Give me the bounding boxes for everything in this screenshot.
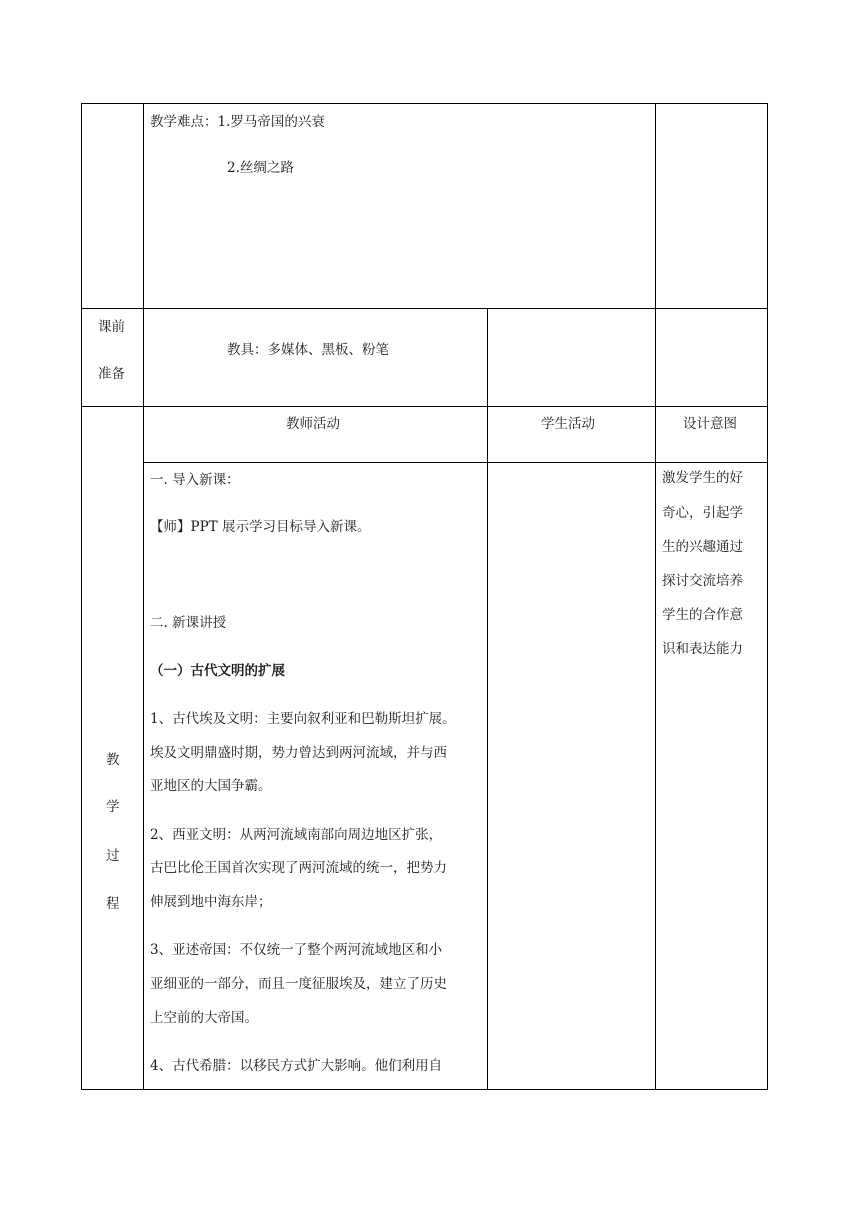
prep-label-line-1: 课前 [98, 319, 125, 335]
teacher-line: 古巴比伦王国首次实现了两河流域的统一，把势力 [150, 860, 447, 876]
process-label-char-1: 教 [106, 752, 120, 768]
teacher-line: 亚地区的大国争霸。 [150, 778, 272, 794]
teacher-line: 3、亚述帝国：不仅统一了整个两河流域地区和小 [150, 942, 443, 958]
teacher-line: 二. 新课讲授 [150, 615, 227, 631]
process-label-char-3: 过 [106, 848, 120, 864]
teacher-line: 【师】PPT 展示学习目标导入新课。 [150, 519, 371, 535]
teacher-line: 1、古代埃及文明：主要向叙利亚和巴勒斯坦扩展。 [150, 711, 456, 727]
difficulty-label: 教学难点： [150, 114, 218, 130]
difficulty-line-1 [150, 116, 325, 130]
difficulty-item-2: 2.丝绸之路 [227, 160, 294, 176]
design-line: 识和表达能力 [662, 641, 743, 657]
design-line: 激发学生的好 [662, 470, 743, 486]
row-divider-prep [81, 308, 768, 309]
design-line: 奇心，引起学 [662, 505, 743, 521]
design-line: 学生的合作意 [662, 607, 743, 623]
column-divider-label [143, 103, 144, 1090]
row-divider-process [81, 406, 768, 407]
difficulty-item-1: 1.罗马帝国的兴衰 [217, 114, 325, 130]
column-divider-design [655, 103, 656, 1090]
header-teacher-activity: 教师活动 [286, 416, 340, 432]
row-divider-headers [143, 462, 768, 463]
header-design-intent: 设计意图 [683, 416, 737, 432]
table-border-right [767, 103, 768, 1090]
table-border-bottom [81, 1089, 768, 1090]
prep-content: 教具：多媒体、黑板、粉笔 [227, 342, 389, 358]
process-label-char-4: 程 [106, 896, 120, 912]
teacher-line: 一. 导入新课： [150, 472, 240, 488]
process-label-char-2: 学 [106, 799, 120, 815]
column-divider-student [487, 308, 488, 1090]
teacher-line: 埃及文明鼎盛时期，势力曾达到两河流域，并与西 [150, 745, 447, 761]
section-heading: （一）古代文明的扩展 [150, 663, 285, 679]
prep-label-line-2: 准备 [98, 366, 125, 382]
design-line: 探讨交流培养 [662, 573, 743, 589]
teacher-line: 亚细亚的一部分，而且一度征服埃及，建立了历史 [150, 976, 447, 992]
design-line: 生的兴趣通过 [662, 539, 743, 555]
teacher-line: 伸展到地中海东岸； [150, 894, 272, 910]
teacher-line: 上空前的大帝国。 [150, 1010, 258, 1026]
header-student-activity: 学生活动 [541, 416, 595, 432]
table-border-left [81, 103, 82, 1090]
teacher-line: 4、古代希腊：以移民方式扩大影响。他们利用自 [150, 1058, 443, 1074]
table-border-top [81, 103, 768, 104]
teacher-line: 2、西亚文明：从两河流域南部向周边地区扩张， [150, 827, 443, 843]
